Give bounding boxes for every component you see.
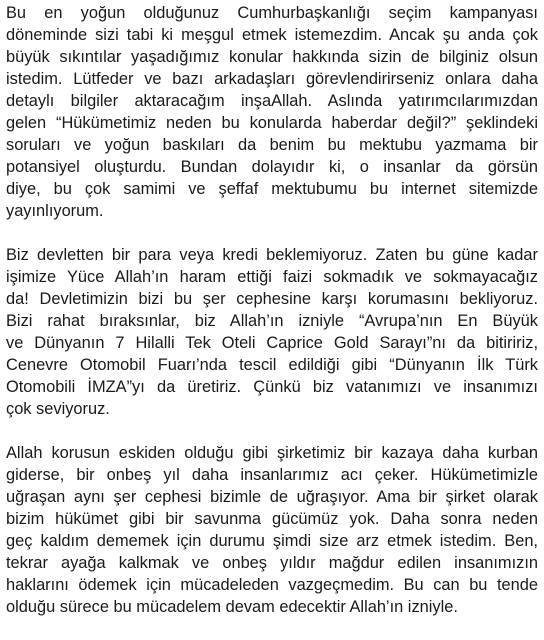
text-line: da! Devletimizin bizi bu şer cephesine karşı korumasını bekliyoruz. (6, 290, 538, 308)
text-line: olduğu sürece bu mücadelem devam edecektir Allah’ın izniyle. (6, 598, 458, 616)
text-line: diye, bu çok samimi ve şeffaf mektubumu bu internet sitemizde (6, 180, 538, 198)
paragraph-3 (6, 442, 538, 618)
letter-page (6, 2, 538, 640)
text-line: Otomobili İMZA”yı da üretiriz. Çünkü biz vatanımızı ve insanımızı (6, 378, 538, 396)
text-line: gelen “Hükümetimiz neden bu konularda haberdar değil?” şeklindeki (6, 114, 538, 132)
paragraph-1 (6, 2, 538, 222)
text-line: Biz devletten bir para veya kredi beklemiyoruz. Zaten bu güne kadar (6, 246, 538, 264)
text-line: çok seviyoruz. (6, 400, 110, 418)
text-line: tekrar ayağa kalkmak ve onbeş yıldır mağdur edilen insanımızın (6, 554, 538, 572)
text-line: işimize Yüce Allah’ın haram ettiği faizi sokmadık ve sokmayacağız (6, 268, 538, 286)
text-line: soruları ve yoğun baskıları da benim bu mektubu yazmama bir (6, 136, 538, 154)
text-line: Bu en yoğun olduğunuz Cumhurbaşkanlığı seçim kampanyası (6, 4, 538, 22)
text-line: haklarını ödemek için mücadeleden vazgeçmedim. Bu can bu tende (6, 576, 538, 594)
text-line: ve Dünyanın 7 Hilalli Tek Oteli Caprice Gold Sarayı”nı da bitiririz, (6, 334, 538, 352)
paragraph-2 (6, 244, 538, 420)
text-line: döneminde sizi tabi ki meşgul etmek istemezdim. Ancak şu anda çok (6, 26, 538, 44)
text-line: Allah korusun eskiden olduğu gibi şirketimiz bir kazaya daha kurban (6, 444, 538, 462)
text-line: uğraşan aynı şer cephesi bizimle de uğraşıyor. Ama bir şirket olarak (6, 488, 538, 506)
text-line: Cenevre Otomobil Fuarı’nda tescil edildiği gibi “Dünyanın İlk Türk (6, 356, 538, 374)
text-line: istedim. Lütfeder ve bazı arkadaşları görevlendirirseniz onlara daha (6, 70, 538, 88)
text-line: büyük sıkıntılar yaşadığımız konular hakkında sizin de bilginiz olsun (6, 48, 538, 66)
text-line: Bizi rahat bıraksınlar, biz Allah’ın izniyle “Avrupa’nın En Büyük (6, 312, 538, 330)
text-line: detaylı bilgiler aktaracağım inşaAllah. Aslında yatırımcılarımızdan (6, 92, 538, 110)
text-line: yayınlıyorum. (6, 202, 104, 220)
text-line: bizim hükümet gibi bir savunma gücümüz yok. Daha sonra neden (6, 510, 538, 528)
text-line: giderse, bir onbeş yıl daha insanlarımız acı çeker. Hükümetimizle (6, 466, 538, 484)
text-line: geç kaldım dememek için durumu şimdi size arz etmek istedim. Ben, (6, 532, 538, 550)
text-line: potansiyel oluşturdu. Bundan dolayıdır ki, o insanlar da görsün (6, 158, 538, 176)
